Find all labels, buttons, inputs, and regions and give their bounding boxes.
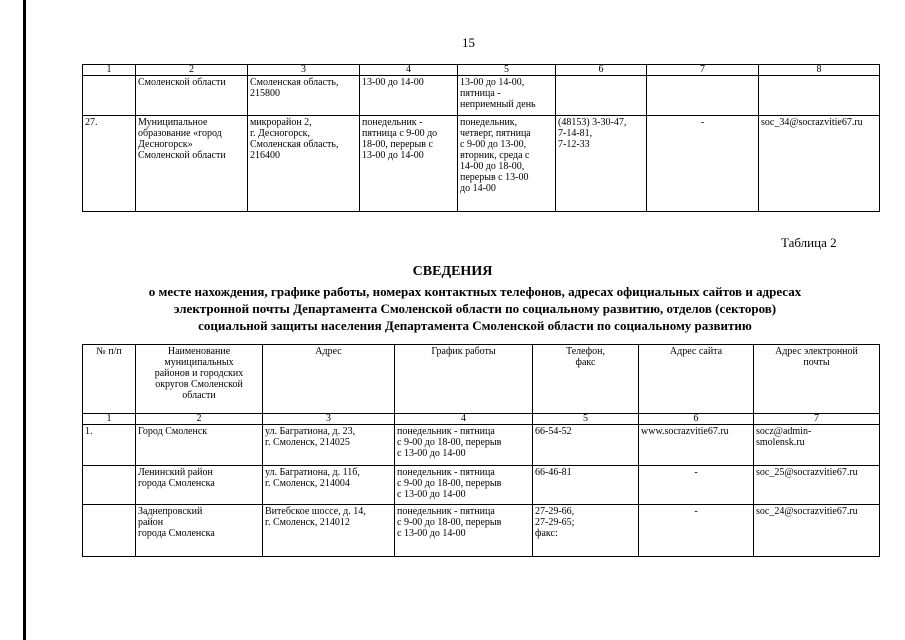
reception-cell: 13-00 до 14-00, пятница - неприемный день <box>458 76 556 116</box>
col-number: 7 <box>754 414 880 425</box>
table1-number-row <box>83 65 880 76</box>
table2-number-row <box>83 414 880 425</box>
col-number: 1 <box>83 414 136 425</box>
site-cell: - <box>639 505 754 557</box>
col-number: 5 <box>533 414 639 425</box>
header-site: Адрес сайта <box>639 345 754 414</box>
district-name: Ленинский район города Смоленска <box>136 466 263 505</box>
header-schedule: График работы <box>395 345 533 414</box>
header-phone: Телефон, факс <box>533 345 639 414</box>
address-cell: ул. Багратиона, д. 23, г. Смоленск, 214025 <box>263 425 395 466</box>
subtitle-line: о месте нахождения, графике работы, номерах контактных телефонов, адресах официальных сайтов и адресах <box>148 284 802 299</box>
site-cell: - <box>639 466 754 505</box>
table-row <box>83 505 880 557</box>
phone-cell: (48153) 3-30-47, 7-14-81, 7-12-33 <box>556 116 647 212</box>
table-departments <box>82 344 880 557</box>
col-number: 7 <box>647 65 759 76</box>
row-number <box>83 505 136 557</box>
col-number: 2 <box>136 65 248 76</box>
phone-cell: 27-29-66, 27-29-65; факс: <box>533 505 639 557</box>
address-cell: ул. Багратиона, д. 11б, г. Смоленск, 214004 <box>263 466 395 505</box>
col-number: 1 <box>83 65 136 76</box>
site-cell <box>647 76 759 116</box>
header-name: Наименование муниципальных районов и городских округов Смоленской области <box>136 345 263 414</box>
header-address: Адрес <box>263 345 395 414</box>
table-row <box>83 76 880 116</box>
district-name: Город Смоленск <box>136 425 263 466</box>
address-cell: Витебское шоссе, д. 14, г. Смоленск, 214012 <box>263 505 395 557</box>
phone-cell: 66-46-81 <box>533 466 639 505</box>
table-row <box>83 425 880 466</box>
email-cell: socz@admin- smolensk.ru <box>754 425 880 466</box>
district-name: Муниципальное образование «город Десногорск» Смоленской области <box>136 116 248 212</box>
row-number: 1. <box>83 425 136 466</box>
subtitle-line: электронной почты Департамента Смоленской области по социальному развитию, отделов (секторов) <box>173 301 777 316</box>
col-number: 3 <box>263 414 395 425</box>
header-num: № п/п <box>83 345 136 414</box>
row-number: 27. <box>83 116 136 212</box>
left-margin-bar <box>23 0 26 640</box>
email-cell: soc_25@socrazvitie67.ru <box>754 466 880 505</box>
col-number: 4 <box>395 414 533 425</box>
schedule-cell: 13-00 до 14-00 <box>360 76 458 116</box>
table-label: Таблица 2 <box>781 235 837 250</box>
col-number: 3 <box>248 65 360 76</box>
table2-header-row <box>83 345 880 414</box>
subtitle-line: социальной защиты населения Департамента Смоленской области по социальному развитию <box>198 318 752 333</box>
col-number: 6 <box>639 414 754 425</box>
district-name: Смоленской области <box>136 76 248 116</box>
site-cell: - <box>647 116 759 212</box>
col-number: 4 <box>360 65 458 76</box>
page-number: 15 <box>462 35 475 50</box>
schedule-cell: понедельник - пятница с 9-00 до 18-00, перерыв с 13-00 до 14-00 <box>360 116 458 212</box>
site-cell: www.socrazvitie67.ru <box>639 425 754 466</box>
col-number: 5 <box>458 65 556 76</box>
phone-cell <box>556 76 647 116</box>
schedule-cell: понедельник - пятница с 9-00 до 18-00, перерыв с 13-00 до 14-00 <box>395 505 533 557</box>
header-email: Адрес электронной почты <box>754 345 880 414</box>
row-number <box>83 76 136 116</box>
col-number: 6 <box>556 65 647 76</box>
email-cell <box>759 76 880 116</box>
table-continuation <box>82 64 880 212</box>
table-row <box>83 466 880 505</box>
table-row <box>83 116 880 212</box>
email-cell: soc_24@socrazvitie67.ru <box>754 505 880 557</box>
address-cell: микрорайон 2, г. Десногорск, Смоленская область, 216400 <box>248 116 360 212</box>
schedule-cell: понедельник - пятница с 9-00 до 18-00, перерыв с 13-00 до 14-00 <box>395 466 533 505</box>
row-number <box>83 466 136 505</box>
email-cell: soc_34@socrazvitie67.ru <box>759 116 880 212</box>
district-name: Заднепровский район города Смоленска <box>136 505 263 557</box>
col-number: 8 <box>759 65 880 76</box>
schedule-cell: понедельник - пятница с 9-00 до 18-00, перерыв с 13-00 до 14-00 <box>395 425 533 466</box>
page-title: СВЕДЕНИЯ <box>412 264 493 279</box>
phone-cell: 66-54-52 <box>533 425 639 466</box>
address-cell: Смоленская область, 215800 <box>248 76 360 116</box>
col-number: 2 <box>136 414 263 425</box>
page-subtitle <box>95 283 855 334</box>
reception-cell: понедельник, четверг, пятница с 9-00 до 13-00, вторник, среда с 14-00 до 18-00, перерыв с 13-00 до 14-00 <box>458 116 556 212</box>
